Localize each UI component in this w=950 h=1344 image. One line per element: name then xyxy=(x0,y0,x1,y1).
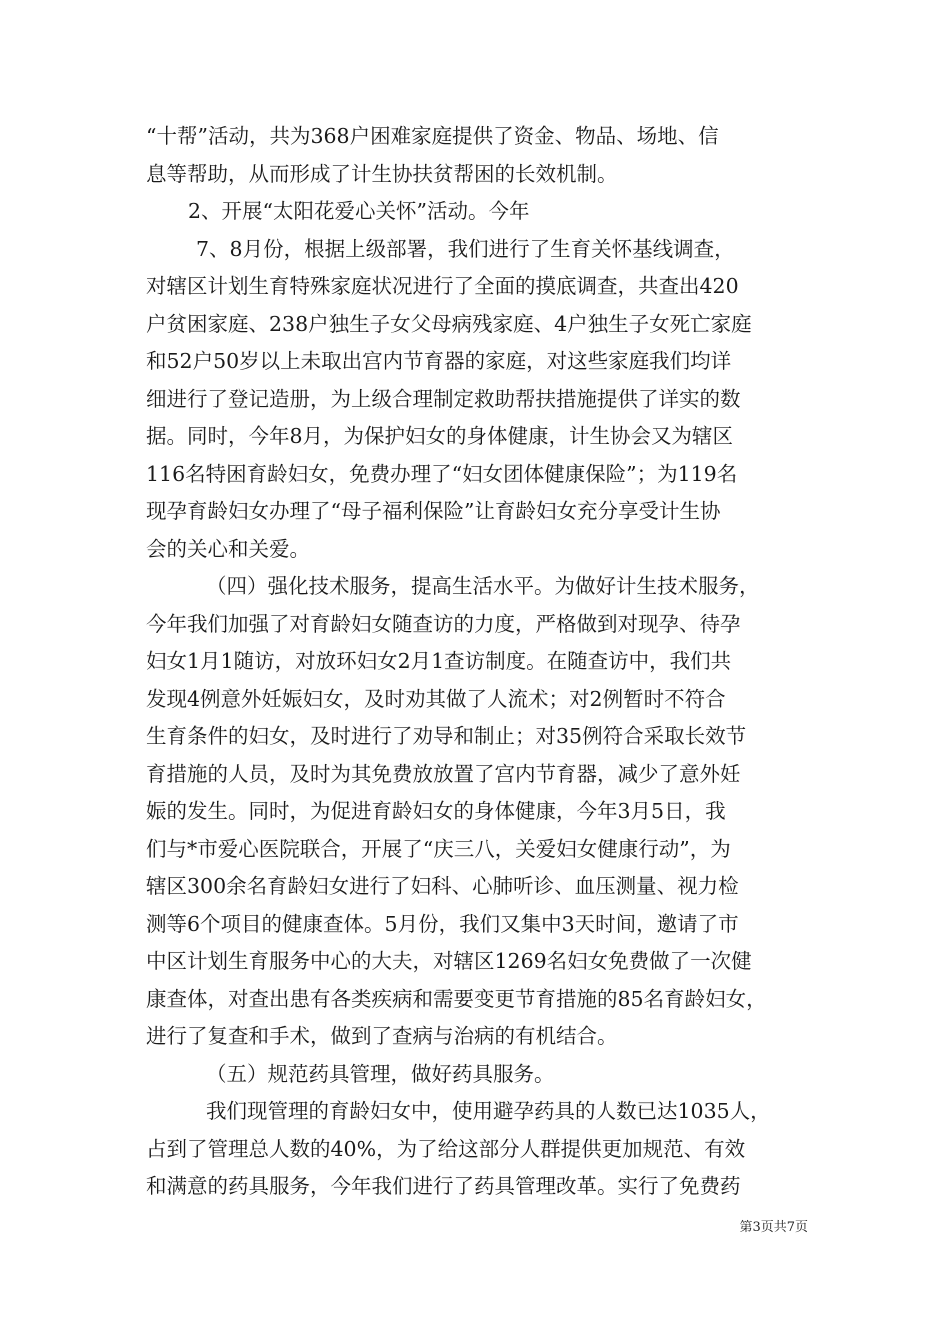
text-line: 息等帮助，从而形成了计生协扶贫帮困的长效机制。 xyxy=(146,161,618,186)
text-line: 对辖区计划生育特殊家庭状况进行了全面的摸底调查，共查出420 xyxy=(146,274,739,298)
text-line: 中区计划生育服务中心的大夫，对辖区1269名妇女免费做了一次健 xyxy=(146,949,752,973)
page-number: 第3页共7页 xyxy=(739,1220,808,1235)
text-line: 116名特困育龄妇女，免费办理了“妇女团体健康保险”；为119名 xyxy=(146,461,738,486)
text-line: “十帮”活动，共为368户困难家庭提供了资金、物品、场地、信 xyxy=(146,124,719,148)
text-line: 康查体，对查出患有各类疾病和需要变更节育措施的85名育龄妇女， xyxy=(146,986,767,1011)
text-line: 2、开展“太阳花爱心关怀”活动。今年 xyxy=(188,199,530,223)
text-line: 娠的发生。同时，为促进育龄妇女的身体健康，今年3月5日，我 xyxy=(146,799,726,823)
text-line: 7、8月份，根据上级部署，我们进行了生育关怀基线调查， xyxy=(196,236,735,261)
body-text xyxy=(146,118,826,1206)
text-line: 妇女1月1随访，对放环妇女2月1查访制度。在随查访中，我们共 xyxy=(146,649,732,673)
text-line: 辖区300余名育龄妇女进行了妇科、心肺听诊、血压测量、视力检 xyxy=(146,874,739,898)
text-line: （五）规范药具管理，做好药具服务。 xyxy=(206,1061,555,1086)
text-line: 今年我们加强了对育龄妇女随查访的力度，严格做到对现孕、待孕 xyxy=(146,611,741,636)
text-line: 现孕育龄妇女办理了“母子福利保险”让育龄妇女充分享受计生协 xyxy=(146,499,721,523)
text-line: 们与*市爱心医院联合，开展了“庆三八，关爱妇女健康行动”，为 xyxy=(146,836,731,861)
text-line: 会的关心和关爱。 xyxy=(146,536,310,561)
text-line: 户贫困家庭、238户独生子女父母病残家庭、4户独生子女死亡家庭 xyxy=(146,311,752,336)
text-line: 测等6个项目的健康查体。5月份，我们又集中3天时间，邀请了市 xyxy=(146,911,739,936)
text-line: 和52户50岁以上未取出宫内节育器的家庭，对这些家庭我们均详 xyxy=(146,349,732,373)
text-line: 据。同时，今年8月，为保护妇女的身体健康，计生协会又为辖区 xyxy=(146,424,734,448)
text-line: 育措施的人员，及时为其免费放放置了宫内节育器，减少了意外妊 xyxy=(146,761,741,786)
text-line: 细进行了登记造册，为上级合理制定救助帮扶措施提供了详实的数 xyxy=(146,386,741,411)
text-line: 和满意的药具服务，今年我们进行了药具管理改革。实行了免费药 xyxy=(146,1174,741,1198)
text-line: 进行了复查和手术，做到了查病与治病的有机结合。 xyxy=(146,1024,618,1048)
text-line: （四）强化技术服务，提高生活水平。为做好计生技术服务， xyxy=(206,574,760,598)
text-line: 我们现管理的育龄妇女中，使用避孕药具的人数已达1035人， xyxy=(206,1099,771,1123)
text-line: 占到了管理总人数的40%，为了给这部分人群提供更加规范、有效 xyxy=(146,1136,746,1161)
text-line: 发现4例意外妊娠妇女，及时劝其做了人流术；对2例暂时不符合 xyxy=(146,686,726,711)
text-line: 生育条件的妇女，及时进行了劝导和制止；对35例符合采取长效节 xyxy=(146,724,747,748)
